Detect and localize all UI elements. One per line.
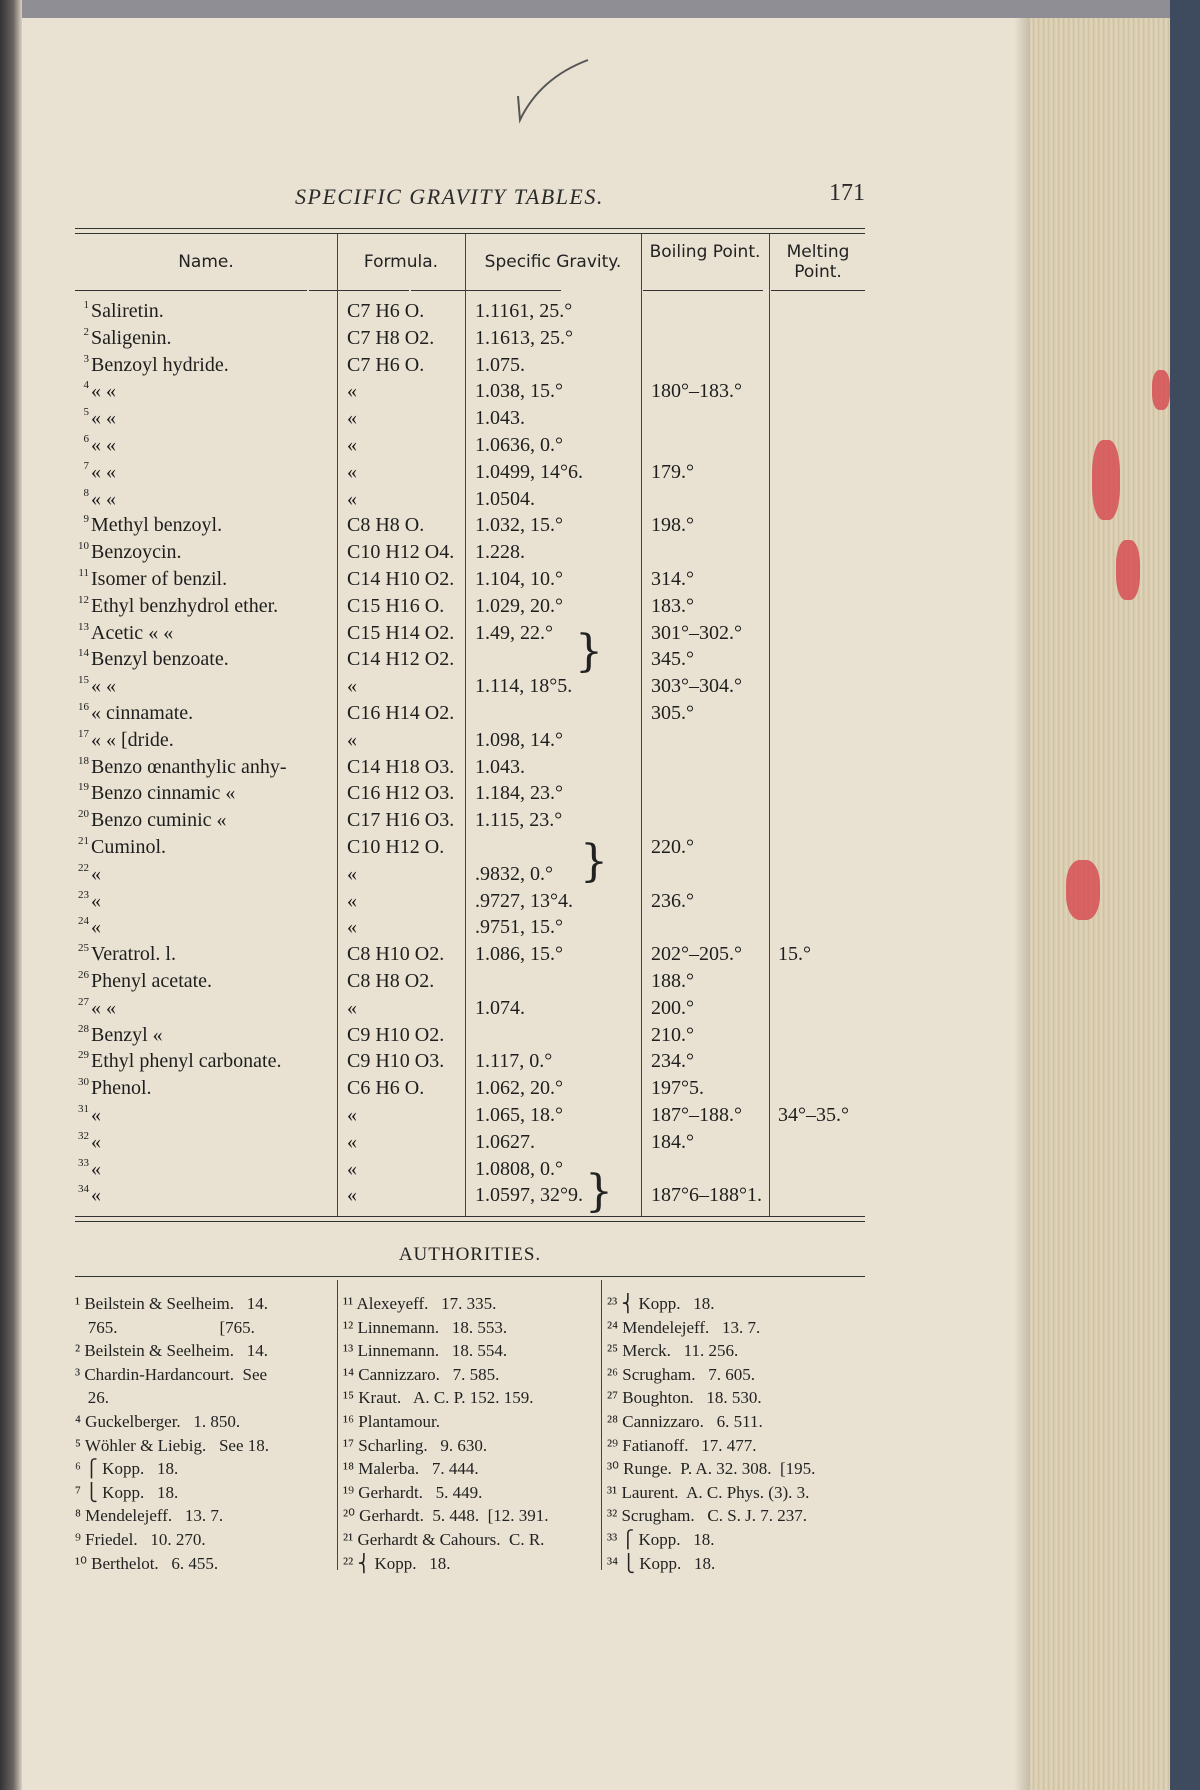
cell-sg: 1.184, 23.° [475, 782, 563, 805]
cell-bp: 345.° [651, 648, 694, 671]
cell-name: Ethyl benzhydrol ether. [91, 594, 279, 617]
cell-num: 25 [78, 942, 89, 955]
cell-name: « « [91, 675, 116, 698]
cell-bp: 305.° [651, 702, 694, 724]
cell-num: 20 [78, 808, 89, 821]
cell-sg: 1.0504. [475, 487, 535, 510]
cell-num: 8 [83, 486, 89, 499]
cell-name: Benzoyl hydride. [91, 353, 229, 376]
cell-num: 9 [83, 513, 89, 526]
authority-entry: ²⁰ Gerhardt. 5. 448. [12. 391. [343, 1506, 549, 1526]
table-row [75, 432, 865, 459]
cell-name: « cinnamate. [91, 702, 194, 724]
cell-bp: 197°5. [651, 1077, 704, 1100]
table-row [75, 1048, 865, 1075]
cell-name: Isomer of benzil. [91, 568, 228, 590]
red-stain [1066, 860, 1100, 920]
authority-entry: ¹ Beilstein & Seelheim. 14. [75, 1294, 269, 1313]
cell-bp: 236.° [651, 889, 694, 912]
cell-formula: « [347, 487, 357, 510]
cell-num: 16 [78, 701, 89, 713]
cell-formula: « [347, 728, 357, 751]
cell-bp: 303°–304.° [651, 675, 742, 698]
cell-name: « « [91, 487, 116, 510]
table-bottom-rule [75, 1221, 865, 1222]
cell-formula: « [347, 862, 357, 885]
cell-num: 5 [83, 406, 89, 419]
authority-entry: ²³ ⎨ Kopp. 18. [607, 1294, 715, 1313]
authority-entry: ⁷ ⎩ Kopp. 18. [75, 1482, 179, 1502]
cell-sg: 1.0627. [475, 1130, 535, 1153]
cell-name: « [91, 889, 101, 912]
cell-num: 28 [78, 1022, 89, 1035]
authority-entry: ²⁶ Scrugham. 7. 605. [607, 1364, 755, 1384]
cell-name: « [91, 1157, 101, 1180]
cell-name: Benzo cuminic « [91, 809, 227, 832]
cell-bp: 220.° [651, 836, 694, 858]
brace-rows-33-34: } [585, 1166, 613, 1217]
cell-num: 22 [78, 861, 89, 874]
table-row [75, 1182, 865, 1209]
column-header-boiling-point: Boiling Point. [649, 242, 761, 262]
cell-sg: 1.0636, 0.° [475, 434, 563, 456]
authority-entry: ²⁹ Fatianoff. 17. 477. [607, 1435, 757, 1455]
cell-sg: 1.49, 22.° [475, 621, 553, 644]
cell-name: Benzyl benzoate. [91, 648, 229, 671]
authority-entry: 26. [75, 1388, 109, 1408]
cell-sg: 1.062, 20.° [475, 1077, 563, 1100]
cell-sg: 1.0597, 32°9. [475, 1184, 583, 1207]
book-binding [0, 0, 22, 1790]
table-row [75, 727, 865, 754]
table-row [75, 378, 865, 405]
authority-entry: ⁶ ⎧ Kopp. 18. [75, 1459, 179, 1479]
cell-name: « [91, 916, 101, 939]
cell-name: Ethyl phenyl carbonate. [91, 1050, 282, 1073]
cell-bp: 202°–205.° [651, 943, 742, 966]
cell-formula: C7 H6 O. [347, 353, 425, 376]
cell-num: 7 [83, 459, 89, 472]
table-row [75, 325, 865, 352]
cell-formula: C15 H16 O. [347, 594, 445, 617]
authority-entry: ⁸ Mendelejeff. 13. 7. [75, 1506, 224, 1526]
authority-entry: ² Beilstein & Seelheim. 14. [75, 1341, 269, 1361]
cell-sg: 1.0499, 14°6. [475, 460, 583, 483]
cell-name: « [91, 1130, 101, 1153]
table-row [75, 1129, 865, 1156]
cell-sg: 1.0808, 0.° [475, 1157, 563, 1180]
table-row [75, 1102, 865, 1129]
cell-formula: « [347, 1130, 357, 1153]
authority-entry: ¹⁷ Scharling. 9. 630. [343, 1435, 488, 1455]
red-stain [1092, 440, 1120, 520]
cell-bp: 183.° [651, 594, 694, 617]
cell-bp: 198.° [651, 514, 694, 537]
table-row [75, 512, 865, 539]
page-number: 171 [829, 180, 865, 206]
cell-name: Saliretin. [91, 300, 164, 322]
cell-formula: C14 H12 O2. [347, 648, 455, 671]
cell-num: 1 [83, 299, 89, 311]
cell-name: « « [91, 434, 116, 456]
authority-entry: ⁵ Wöhler & Liebig. See 18. [75, 1435, 269, 1455]
header-rule [75, 290, 307, 291]
authority-entry: ³¹ Laurent. A. C. Phys. (3). 3. [607, 1482, 810, 1502]
authority-entry: ²⁴ Mendelejeff. 13. 7. [607, 1317, 761, 1337]
authorities-section [75, 1240, 865, 1580]
cell-formula: « [347, 1184, 357, 1207]
cell-bp: 234.° [651, 1050, 694, 1073]
cell-num: 23 [78, 888, 89, 901]
cell-formula: C8 H8 O. [347, 514, 425, 537]
cell-name: Acetic « « [91, 621, 174, 644]
cell-formula: C14 H10 O2. [347, 568, 455, 590]
cell-num: 30 [78, 1076, 89, 1089]
cell-sg: 1.1161, 25.° [475, 300, 573, 322]
authority-entry: ²⁷ Boughton. 18. 530. [607, 1388, 762, 1408]
cell-num: 24 [78, 915, 89, 928]
header-rule [309, 290, 409, 291]
cell-formula: « [347, 434, 357, 456]
cell-sg: 1.115, 23.° [475, 809, 563, 832]
cell-sg: 1.043. [475, 407, 525, 430]
authority-entry: ¹² Linnemann. 18. 553. [343, 1317, 508, 1337]
red-stain [1116, 540, 1140, 600]
cell-num: 33 [78, 1156, 89, 1169]
cell-sg: 1.098, 14.° [475, 728, 563, 751]
cell-sg: 1.1613, 25.° [475, 326, 573, 349]
table-row [75, 914, 865, 941]
cell-formula: C15 H14 O2. [347, 621, 455, 644]
cell-num: 4 [83, 379, 89, 392]
cell-formula: C8 H8 O2. [347, 970, 435, 992]
authority-entry: ³⁰ Runge. P. A. 32. 308. [195. [607, 1459, 816, 1479]
cell-bp: 187°–188.° [651, 1104, 742, 1126]
cell-name: Benzyl « [91, 1023, 163, 1046]
cell-formula: « [347, 916, 357, 939]
cell-formula: « [347, 675, 357, 698]
cell-num: 29 [78, 1049, 89, 1062]
cell-bp: 180°–183.° [651, 380, 742, 403]
running-title: SPECIFIC GRAVITY TABLES. [295, 184, 604, 209]
table-row [75, 861, 865, 888]
cell-formula: « [347, 407, 357, 430]
cell-num: 13 [78, 620, 89, 633]
cell-sg: 1.032, 15.° [475, 514, 563, 537]
authority-entry: ⁴ Guckelberger. 1. 850. [75, 1411, 241, 1431]
authority-entry: ²¹ Gerhardt & Cahours. C. R. [343, 1529, 545, 1549]
cell-num: 15 [78, 674, 89, 687]
authority-entry: ⁹ Friedel. 10. 270. [75, 1529, 206, 1549]
cell-sg: 1.104, 10.° [475, 568, 563, 590]
authority-entry: ¹⁵ Kraut. A. C. P. 152. 159. [343, 1388, 534, 1408]
cell-sg: .9832, 0.° [475, 862, 553, 885]
authority-entry: ¹⁴ Cannizzaro. 7. 585. [343, 1364, 500, 1384]
cell-num: 31 [78, 1103, 89, 1115]
authority-entry: ³ Chardin-Hardancourt. See [75, 1364, 268, 1384]
cell-bp: 210.° [651, 1023, 694, 1046]
cell-formula: « [347, 380, 357, 403]
cell-bp: 301°–302.° [651, 621, 742, 644]
cell-formula: C14 H18 O3. [347, 755, 455, 778]
table-row [75, 673, 865, 700]
table-top-rule [75, 233, 865, 234]
cell-num: 32 [78, 1129, 89, 1142]
cell-num: 17 [78, 727, 89, 740]
cell-name: Cuminol. [91, 836, 167, 858]
table-row [75, 807, 865, 834]
cell-name: Veratrol. l. [91, 943, 176, 966]
cell-name: Methyl benzoyl. [91, 514, 223, 537]
cell-num: 26 [78, 969, 89, 981]
table-row [75, 1156, 865, 1183]
header-rule [643, 290, 763, 291]
cell-formula: C7 H8 O2. [347, 326, 435, 349]
page-gutter-shadow [1014, 18, 1030, 1790]
table-top-rule [75, 228, 865, 229]
cell-sg: .9727, 13°4. [475, 889, 573, 912]
table-row [75, 888, 865, 915]
table-row [75, 754, 865, 781]
column-header-melting-point: Melting Point. [786, 242, 850, 282]
cell-num: 18 [78, 754, 89, 767]
cell-sg: 1.228. [475, 541, 525, 564]
cell-bp: 314.° [651, 568, 694, 590]
cell-formula: C7 H6 O. [347, 300, 425, 322]
table-row [75, 1075, 865, 1102]
red-stain [1152, 370, 1170, 410]
cell-num: 27 [78, 995, 89, 1008]
cell-sg: 1.029, 20.° [475, 594, 563, 617]
table-row [75, 941, 865, 968]
cell-name: « « [91, 407, 116, 430]
brace-rows-6-7: } [575, 626, 603, 677]
cell-bp: 179.° [651, 460, 694, 483]
cell-formula: C10 H12 O. [347, 836, 445, 858]
cell-name: « « [dride. [91, 728, 174, 751]
authorities-title: AUTHORITIES. [398, 1244, 542, 1265]
cell-name: « « [91, 460, 116, 483]
cell-formula: C9 H10 O3. [347, 1050, 445, 1073]
table-row [75, 1022, 865, 1049]
cell-name: « [91, 1184, 101, 1207]
table-row [75, 566, 865, 593]
table-row [75, 298, 865, 325]
cell-formula: « [347, 460, 357, 483]
cell-name: Benzo œnanthylic anhy- [91, 755, 287, 778]
column-divider [601, 1280, 602, 1570]
page-header [75, 180, 865, 212]
table-row [75, 486, 865, 513]
cell-formula: « [347, 1157, 357, 1180]
cell-bp: 188.° [651, 970, 694, 992]
table-row [75, 352, 865, 379]
authority-entry: ²² ⎨ Kopp. 18. [343, 1553, 451, 1573]
authority-entry: ¹⁹ Gerhardt. 5. 449. [343, 1482, 483, 1502]
table-row [75, 539, 865, 566]
cell-num: 11 [78, 567, 89, 579]
cell-num: 14 [78, 647, 89, 660]
specific-gravity-table [75, 228, 865, 1226]
cell-formula: C9 H10 O2. [347, 1023, 445, 1046]
authority-entry: ¹⁸ Malerba. 7. 444. [343, 1459, 479, 1479]
cell-num: 21 [78, 835, 89, 847]
cell-formula: C16 H12 O3. [347, 782, 455, 805]
cell-sg: .9751, 15.° [475, 916, 563, 939]
cell-name: « [91, 862, 101, 885]
cell-name: Saligenin. [91, 326, 172, 349]
cell-bp: 184.° [651, 1130, 694, 1153]
authority-entry: ¹³ Linnemann. 18. 554. [343, 1341, 508, 1361]
table-row [75, 620, 865, 647]
column-header-name: Name. [178, 252, 234, 272]
cell-sg: 1.075. [475, 353, 525, 376]
cell-sg: 1.065, 18.° [475, 1104, 563, 1126]
table-row [75, 780, 865, 807]
cell-num: 6 [83, 433, 89, 445]
cell-formula: C6 H6 O. [347, 1077, 425, 1100]
authorities-column-1 [75, 1292, 269, 1575]
cell-num: 34 [78, 1183, 89, 1196]
cell-bp: 200.° [651, 996, 694, 1019]
cell-formula: « [347, 889, 357, 912]
table-row [75, 834, 865, 861]
cell-mp: 15.° [778, 943, 811, 966]
authority-entry: ¹⁶ Plantamour. [343, 1411, 440, 1431]
cell-name: Benzo cinnamic « [91, 782, 236, 805]
cell-mp: 34°–35.° [778, 1104, 849, 1126]
authority-entry: ³² Scrugham. C. S. J. 7. 237. [607, 1506, 808, 1526]
authority-entry: 765. [765. [75, 1317, 255, 1337]
cell-formula: « [347, 1104, 357, 1126]
header-rule [771, 290, 865, 291]
table-row [75, 459, 865, 486]
table-row [75, 700, 865, 727]
cell-num: 10 [78, 540, 89, 553]
authorities-rule [75, 1276, 865, 1277]
authorities-column-3 [607, 1292, 815, 1575]
cell-sg: 1.114, 18°5. [475, 675, 573, 698]
cell-formula: C8 H10 O2. [347, 943, 445, 966]
table-bottom-rule [75, 1216, 865, 1217]
header-rule [411, 290, 561, 291]
cell-name: « « [91, 996, 116, 1019]
table-row [75, 968, 865, 995]
table-row [75, 995, 865, 1022]
cell-formula: C16 H14 O2. [347, 702, 455, 724]
cell-name: Phenol. [91, 1077, 152, 1100]
cell-name: Phenyl acetate. [91, 970, 213, 992]
table-row [75, 405, 865, 432]
cell-bp: 187°6–188°1. [651, 1184, 762, 1207]
column-header-specific-gravity: Specific Gravity. [484, 252, 622, 272]
authority-entry: ³⁴ ⎩ Kopp. 18. [607, 1553, 716, 1573]
authority-entry: ³³ ⎧ Kopp. 18. [607, 1529, 715, 1549]
cell-sg: 1.074. [475, 996, 525, 1019]
cell-formula: C10 H12 O4. [347, 541, 455, 564]
cell-sg: 1.117, 0.° [475, 1050, 553, 1073]
cell-num: 12 [78, 593, 89, 606]
handwritten-checkmark-icon [510, 58, 590, 128]
brace-rows-22-23: } [580, 836, 608, 887]
cell-name: Benzoycin. [91, 541, 182, 564]
column-header-formula: Formula. [363, 252, 439, 272]
authority-entry: ²⁵ Merck. 11. 256. [607, 1341, 739, 1361]
cell-name: « [91, 1104, 101, 1126]
authority-entry: ¹⁰ Berthelot. 6. 455. [75, 1553, 219, 1573]
cell-sg: 1.038, 15.° [475, 380, 563, 403]
cell-num: 2 [83, 325, 89, 338]
cell-formula: « [347, 996, 357, 1019]
authority-entry: ¹¹ Alexeyeff. 17. 335. [343, 1294, 497, 1313]
cell-sg: 1.043. [475, 755, 525, 778]
cell-formula: C17 H16 O3. [347, 809, 455, 832]
cell-sg: 1.086, 15.° [475, 943, 563, 966]
cell-num: 19 [78, 781, 89, 794]
authorities-column-2 [343, 1292, 549, 1575]
column-divider [337, 1280, 338, 1570]
book-cover-edge [1170, 0, 1200, 1790]
table-row [75, 593, 865, 620]
cell-num: 3 [83, 352, 89, 365]
authority-entry: ²⁸ Cannizzaro. 6. 511. [607, 1411, 763, 1431]
table-row [75, 646, 865, 673]
cell-name: « « [91, 380, 116, 403]
